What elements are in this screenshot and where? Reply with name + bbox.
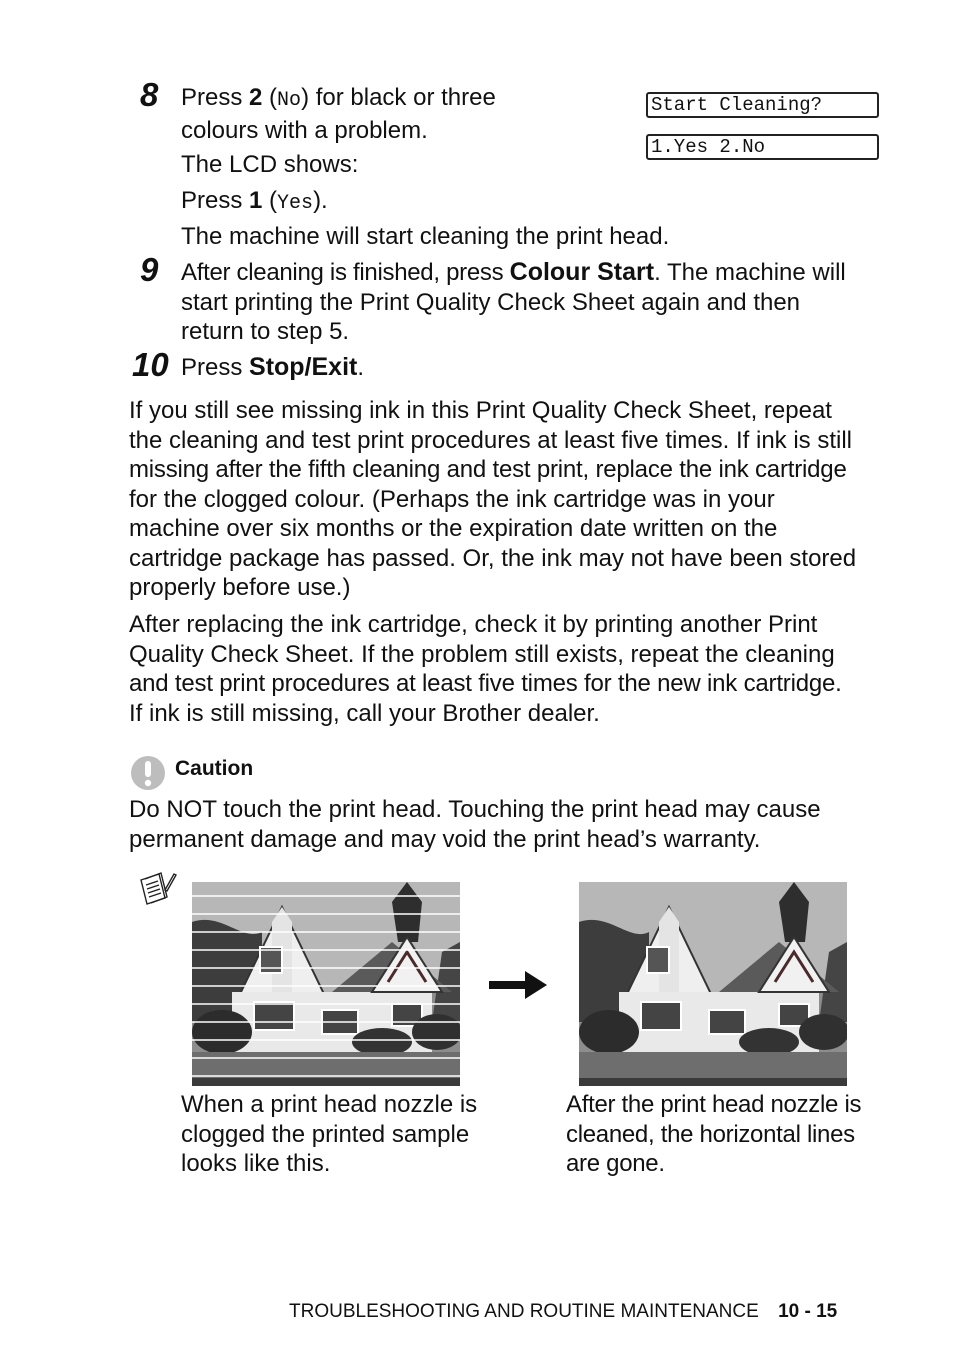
caution-title: Caution [175, 757, 254, 780]
lcd-display-line-2: 1.Yes 2.No [646, 134, 879, 160]
step-9-line-2: start printing the Print Quality Check Sheet again and then [181, 288, 801, 316]
step-8-line-1: Press 2 (No) for black or three [181, 84, 496, 112]
step-9-text [181, 258, 901, 347]
caption-line: looks like this. [181, 1150, 331, 1177]
paragraph-line: and test print procedures at least five times for the new ink cartridge. [129, 670, 842, 697]
left-caption [181, 1090, 511, 1179]
caption-line: cleaned, the horizontal lines [566, 1120, 855, 1148]
paragraph-line: If you still see missing ink in this Print Quality Check Sheet, repeat [129, 397, 832, 424]
step-8-line-2: colours with a problem. [181, 116, 428, 144]
caution-line: permanent damage and may void the print head’s warranty. [129, 825, 761, 853]
paragraph-line: machine over six months or the expiration date written on the [129, 515, 778, 542]
caution-text [129, 795, 889, 854]
paragraph-line: for the clogged colour. (Perhaps the ink cartridge was in your [129, 485, 775, 513]
paragraph-line: cartridge package has passed. Or, the ink may not have been stored [129, 544, 857, 572]
paragraph-line: After replacing the ink cartridge, check it by printing another Print [129, 611, 818, 638]
caution-line: Do NOT touch the print head. Touching the print head may cause [129, 796, 821, 823]
step-number: 9 [140, 251, 159, 288]
footer-section: TROUBLESHOOTING AND ROUTINE MAINTENANCE [289, 1301, 759, 1322]
caption-line: clogged the printed sample [181, 1120, 470, 1148]
paragraph-missing-ink [129, 396, 889, 603]
lcd-intro: The LCD shows: [181, 151, 359, 178]
page-number: 10 - 15 [778, 1301, 838, 1322]
cleaned-sample-image [579, 882, 847, 1086]
step-number: 8 [140, 76, 159, 113]
arrow-right-icon [489, 969, 549, 1001]
note-icon [137, 870, 177, 908]
caption-line: After the print head nozzle is [566, 1091, 862, 1118]
clogged-sample-image [192, 882, 460, 1086]
step-8-result: The machine will start cleaning the print head. [181, 223, 670, 250]
press-yes: Press 1 (Yes). [181, 187, 328, 215]
paragraph-line: missing after the fifth cleaning and test print, replace the ink cartridge [129, 456, 847, 483]
footer [289, 1301, 837, 1323]
step-10-text: Press Stop/Exit. [181, 353, 365, 381]
paragraph-after-replacing [129, 610, 889, 728]
step-8-text [181, 83, 601, 145]
paragraph-line: the cleaning and test print procedures at least five times. If ink is still [129, 426, 853, 454]
caption-line: When a print head nozzle is [181, 1091, 478, 1118]
paragraph-line: Quality Check Sheet. If the problem still exists, repeat the cleaning [129, 640, 835, 668]
right-caption [566, 1090, 906, 1179]
step-9-line-1: After cleaning is finished, press Colour Start. The machine will [181, 258, 846, 286]
caution-icon [130, 755, 166, 791]
step-9-line-3: return to step 5. [181, 318, 350, 345]
step-number: 10 [132, 346, 169, 383]
paragraph-line: properly before use.) [129, 574, 351, 601]
paragraph-line: If ink is still missing, call your Brother dealer. [129, 699, 600, 727]
lcd-display-line-1: Start Cleaning? [646, 92, 879, 118]
caption-line: are gone. [566, 1150, 665, 1177]
